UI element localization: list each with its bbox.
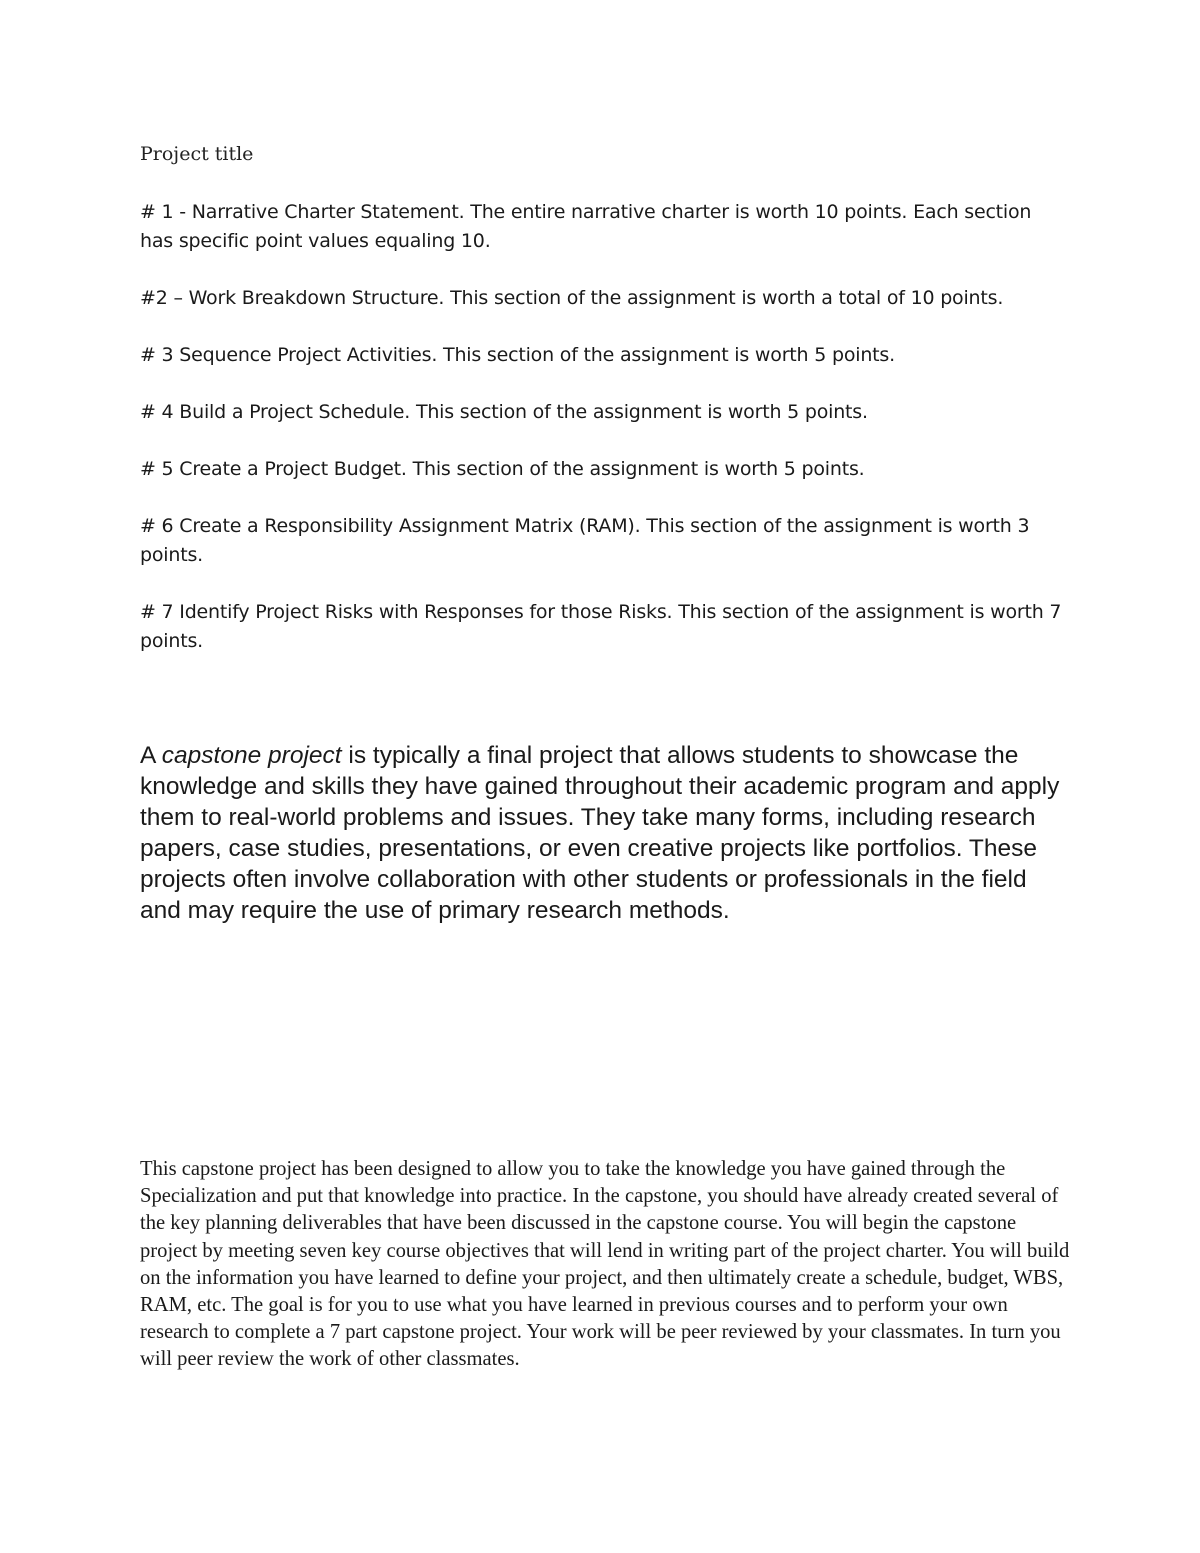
- section-item-3: # 3 Sequence Project Activities. This section of the assignment is worth 5 points.: [140, 344, 895, 366]
- section-item-1: # 1 - Narrative Charter Statement. The entire narrative charter is worth 10 points. Each section has specific point values equaling 10.: [140, 201, 1032, 252]
- section-item-4: # 4 Build a Project Schedule. This section of the assignment is worth 5 points.: [140, 401, 868, 423]
- capstone-description-paragraph: This capstone project has been designed to allow you to take the knowledge you have gained through the Specialization and put that knowledge into practice. In the capstone, you should have already created several of the key planning deliverables that have been discussed in the capstone course. You will begin the capstone project by meeting seven key course objectives that will lend in writing part of the project charter. You will build on the information you have learned to define your project, and then ultimately create a schedule, budget, WBS, RAM, etc. The goal is for you to use what you have learned in previous courses and to perform your own research to complete a 7 part capstone project. Your work will be peer reviewed by your classmates. In turn you will peer review the work of other classmates.: [140, 1158, 1070, 1371]
- section-item-2: #2 – Work Breakdown Structure. This section of the assignment is worth a total of 10 points.: [140, 287, 1004, 309]
- section-item-7: # 7 Identify Project Risks with Responses for those Risks. This section of the assignment is worth 7 points.: [140, 601, 1062, 652]
- intro-prefix: A: [140, 742, 162, 769]
- section-item-6: # 6 Create a Responsibility Assignment Matrix (RAM). This section of the assignment is worth 3 points.: [140, 515, 1030, 566]
- section-list: [140, 198, 1070, 684]
- section-item-5: # 5 Create a Project Budget. This section of the assignment is worth 5 points.: [140, 458, 865, 480]
- intro-emphasis: capstone project: [161, 742, 342, 769]
- project-title: Project title: [140, 143, 254, 165]
- intro-rest: is typically a final project that allows students to showcase the knowledge and skills they have gained throughout their academic program and apply them to real-world problems and issues. They take many forms, including research papers, case studies, presentations, or even creative projects like portfolios. These projects often involve collaboration with other students or professionals in the field and may require the use of primary research methods.: [140, 742, 1060, 924]
- capstone-intro-paragraph: [140, 740, 1070, 926]
